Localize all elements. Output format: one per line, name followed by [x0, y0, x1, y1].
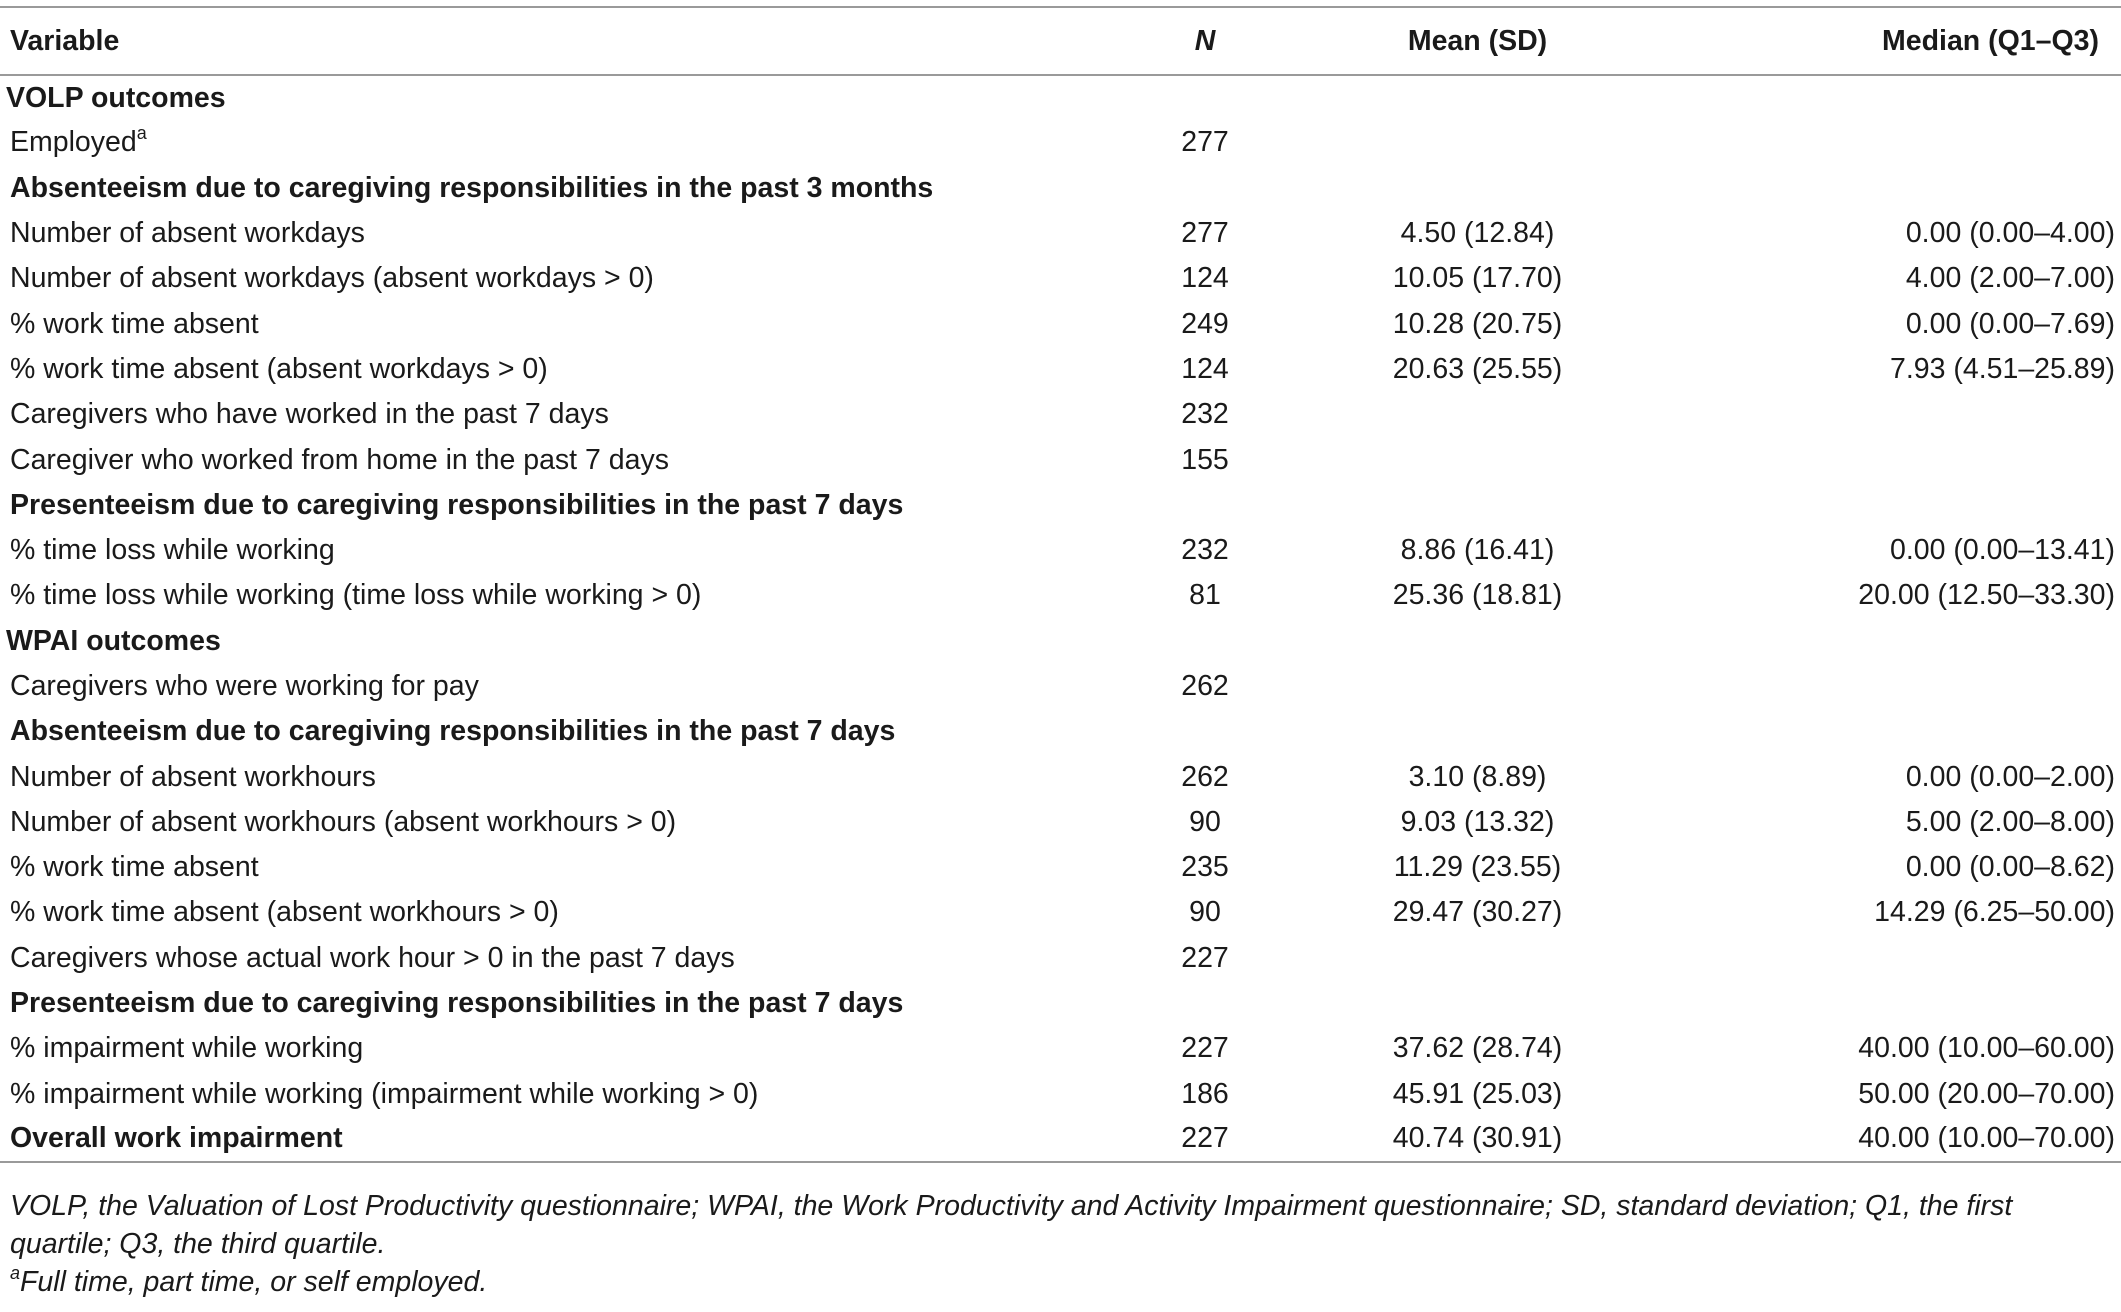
cell-n-text: 249: [1181, 307, 1229, 340]
cell-median-iqr: [1630, 211, 2121, 256]
cell-median-iqr: [1630, 256, 2121, 301]
cell-median-iqr: [1630, 392, 2121, 437]
cell-n: [1085, 709, 1325, 754]
cell-variable-text: % impairment while working (impairment while working > 0): [10, 1077, 759, 1110]
cell-n-text: 262: [1181, 670, 1229, 702]
cell-variable: [0, 709, 1085, 754]
header-row: [0, 7, 2121, 75]
cell-mean-sd: [1325, 347, 1630, 392]
table-row: [0, 437, 2121, 482]
cell-median-iqr: [1630, 754, 2121, 799]
cell-mean-sd: [1325, 1117, 1630, 1162]
cell-mean-sd: [1325, 75, 1630, 120]
cell-variable: [0, 437, 1085, 482]
cell-mean-sd-text: 3.10 (8.89): [1408, 760, 1547, 793]
cell-variable: [0, 664, 1085, 709]
cell-n: [1085, 1072, 1325, 1117]
cell-variable: [0, 890, 1085, 935]
cell-median-iqr: [1630, 664, 2121, 709]
table-notes: [10, 1187, 2115, 1301]
cell-median-iqr: [1630, 301, 2121, 346]
cell-variable-text: Presenteeism due to caregiving responsibilities in the past 7 days: [10, 987, 904, 1020]
cell-variable: [0, 256, 1085, 301]
cell-variable: [0, 211, 1085, 256]
table-row: [0, 1072, 2121, 1117]
cell-mean-sd: [1325, 619, 1630, 664]
cell-mean-sd: [1325, 483, 1630, 528]
cell-mean-sd-text: 11.29 (23.55): [1393, 851, 1562, 884]
table-row: [0, 845, 2121, 890]
cell-mean-sd: [1325, 573, 1630, 618]
cell-n: [1085, 437, 1325, 482]
cell-variable-text: Caregivers who were working for pay: [10, 670, 479, 702]
cell-median-iqr-text: 0.00 (0.00–8.62): [1905, 851, 2115, 884]
cell-mean-sd: [1325, 301, 1630, 346]
table-row: [0, 890, 2121, 935]
cell-n-text: 262: [1181, 760, 1229, 793]
cell-variable: [0, 1026, 1085, 1071]
subheading-row: [0, 981, 2121, 1026]
cell-n: [1085, 166, 1325, 211]
cell-median-iqr: [1630, 437, 2121, 482]
cell-n: [1085, 528, 1325, 573]
cell-n: [1085, 754, 1325, 799]
cell-median-iqr: [1630, 981, 2121, 1026]
cell-n: [1085, 301, 1325, 346]
cell-variable-text: Absenteeism due to caregiving responsibilities in the past 3 months: [10, 171, 934, 204]
cell-variable-text: WPAI outcomes: [6, 624, 221, 657]
cell-median-iqr: [1630, 483, 2121, 528]
cell-mean-sd-text: 9.03 (13.32): [1400, 805, 1555, 838]
subheading-row: [0, 709, 2121, 754]
cell-n: [1085, 120, 1325, 165]
cell-variable-text: % time loss while working: [10, 534, 335, 567]
table-row: [0, 347, 2121, 392]
table-row: [0, 120, 2121, 165]
cell-variable: [0, 528, 1085, 573]
cell-median-iqr: [1630, 619, 2121, 664]
header-mean-sd: Mean (SD): [1325, 7, 1630, 75]
cell-variable-text: Overall work impairment: [10, 1122, 343, 1155]
cell-median-iqr-text: 20.00 (12.50–33.30): [1858, 579, 2115, 612]
cell-variable-text: Caregivers who have worked in the past 7 days: [10, 398, 609, 431]
cell-mean-sd: [1325, 981, 1630, 1026]
table-row: [0, 936, 2121, 981]
table-row: [0, 392, 2121, 437]
cell-mean-sd-text: 8.86 (16.41): [1400, 534, 1555, 567]
cell-variable-text: Presenteeism due to caregiving responsibilities in the past 7 days: [10, 488, 904, 521]
cell-median-iqr: [1630, 120, 2121, 165]
cell-variable: [0, 981, 1085, 1026]
table-row: [0, 664, 2121, 709]
cell-mean-sd: [1325, 890, 1630, 935]
footnote-marker: a: [136, 123, 147, 144]
header-median-iqr: Median (Q1–Q3): [1630, 7, 2121, 75]
cell-n: [1085, 573, 1325, 618]
cell-variable-text: % work time absent (absent workhours > 0): [10, 896, 559, 929]
table-row: [0, 573, 2121, 618]
table-body: [0, 75, 2121, 1162]
cell-variable: [0, 347, 1085, 392]
cell-n: [1085, 936, 1325, 981]
cell-n: [1085, 75, 1325, 120]
abbreviations-note: VOLP, the Valuation of Lost Productivity questionnaire; WPAI, the Work Productivity and Activity Impairment questionnaire; SD, standard deviation; Q1, the first quartile; Q3, the third quartile.: [10, 1190, 2013, 1260]
cell-n-text: 277: [1181, 217, 1229, 250]
cell-n: [1085, 1026, 1325, 1071]
cell-n: [1085, 981, 1325, 1026]
cell-variable-text: Number of absent workhours: [10, 760, 376, 793]
cell-mean-sd: [1325, 120, 1630, 165]
cell-median-iqr: [1630, 800, 2121, 845]
cell-n: [1085, 890, 1325, 935]
cell-median-iqr-text: 0.00 (0.00–7.69): [1905, 307, 2115, 340]
cell-variable-text: Number of absent workdays: [10, 217, 365, 250]
cell-median-iqr-text: 4.00 (2.00–7.00): [1905, 262, 2115, 295]
cell-n: [1085, 800, 1325, 845]
cell-variable: [0, 800, 1085, 845]
table-row: [0, 256, 2121, 301]
cell-n-text: 277: [1181, 126, 1229, 159]
cell-variable-text: Absenteeism due to caregiving responsibilities in the past 7 days: [10, 715, 896, 748]
cell-n-text: 81: [1189, 579, 1221, 612]
cell-variable: [0, 301, 1085, 346]
cell-mean-sd: [1325, 211, 1630, 256]
table-row: [0, 1026, 2121, 1071]
footnote-text: Full time, part time, or self employed.: [20, 1266, 488, 1298]
cell-n-text: 232: [1181, 534, 1229, 567]
cell-variable: [0, 573, 1085, 618]
cell-mean-sd-text: 10.28 (20.75): [1392, 307, 1563, 340]
cell-variable: [0, 754, 1085, 799]
cell-n-text: 124: [1181, 262, 1229, 295]
cell-variable-text: Caregiver who worked from home in the past 7 days: [10, 443, 669, 476]
cell-variable-text: Caregivers whose actual work hour > 0 in the past 7 days: [10, 941, 735, 974]
header-n: N: [1085, 7, 1325, 75]
cell-mean-sd: [1325, 754, 1630, 799]
cell-median-iqr: [1630, 936, 2121, 981]
cell-mean-sd-text: 25.36 (18.81): [1392, 579, 1563, 612]
cell-variable: [0, 845, 1085, 890]
cell-median-iqr: [1630, 573, 2121, 618]
cell-mean-sd-text: 45.91 (25.03): [1392, 1077, 1563, 1110]
cell-mean-sd: [1325, 1072, 1630, 1117]
cell-mean-sd: [1325, 392, 1630, 437]
cell-median-iqr: [1630, 845, 2121, 890]
cell-mean-sd-text: 10.05 (17.70): [1392, 262, 1563, 295]
cell-n-text: 235: [1181, 851, 1229, 884]
cell-variable: [0, 75, 1085, 120]
cell-variable-text: Employed: [10, 126, 137, 159]
subheading-row: [0, 166, 2121, 211]
table-row: [0, 211, 2121, 256]
cell-n-text: 227: [1181, 941, 1229, 974]
footnote-a: [10, 1263, 2115, 1301]
cell-n: [1085, 1117, 1325, 1162]
cell-median-iqr: [1630, 347, 2121, 392]
section-row: [0, 75, 2121, 120]
cell-variable-text: % time loss while working (time loss while working > 0): [10, 579, 702, 612]
cell-n-text: 155: [1181, 443, 1229, 476]
table-header: [0, 7, 2121, 75]
cell-median-iqr-text: 0.00 (0.00–4.00): [1905, 217, 2115, 250]
cell-variable: [0, 166, 1085, 211]
cell-n: [1085, 211, 1325, 256]
cell-median-iqr: [1630, 1072, 2121, 1117]
cell-mean-sd: [1325, 256, 1630, 301]
cell-n: [1085, 256, 1325, 301]
table-row: [0, 754, 2121, 799]
cell-variable-text: % impairment while working: [10, 1032, 364, 1065]
table-row: [0, 1117, 2121, 1162]
cell-variable: [0, 1117, 1085, 1162]
cell-median-iqr: [1630, 890, 2121, 935]
subheading-row: [0, 483, 2121, 528]
cell-median-iqr-text: 7.93 (4.51–25.89): [1889, 352, 2115, 385]
cell-n: [1085, 664, 1325, 709]
cell-median-iqr: [1630, 528, 2121, 573]
cell-n-text: 186: [1181, 1077, 1229, 1110]
cell-median-iqr-text: 0.00 (0.00–13.41): [1889, 534, 2115, 567]
cell-n: [1085, 347, 1325, 392]
cell-variable: [0, 619, 1085, 664]
cell-mean-sd: [1325, 709, 1630, 754]
cell-mean-sd: [1325, 166, 1630, 211]
cell-median-iqr: [1630, 1117, 2121, 1162]
cell-median-iqr-text: 50.00 (20.00–70.00): [1858, 1077, 2115, 1110]
header-variable: Variable: [0, 7, 1085, 75]
cell-variable: [0, 483, 1085, 528]
cell-median-iqr-text: 40.00 (10.00–60.00): [1858, 1032, 2115, 1065]
cell-n-text: 232: [1181, 398, 1229, 431]
section-row: [0, 619, 2121, 664]
cell-median-iqr-text: 40.00 (10.00–70.00): [1858, 1122, 2115, 1155]
cell-n: [1085, 483, 1325, 528]
cell-mean-sd: [1325, 664, 1630, 709]
cell-n: [1085, 845, 1325, 890]
cell-n-text: 90: [1189, 805, 1221, 838]
cell-median-iqr: [1630, 75, 2121, 120]
cell-mean-sd-text: 40.74 (30.91): [1392, 1122, 1563, 1155]
cell-variable-text: Number of absent workhours (absent workhours > 0): [10, 805, 677, 838]
cell-mean-sd: [1325, 437, 1630, 482]
cell-variable: [0, 392, 1085, 437]
footnote-marker: a: [10, 1263, 21, 1283]
cell-mean-sd-text: 29.47 (30.27): [1392, 896, 1563, 929]
cell-variable-text: % work time absent: [10, 851, 259, 884]
cell-median-iqr: [1630, 1026, 2121, 1071]
results-table: [0, 6, 2121, 1163]
table-row: [0, 301, 2121, 346]
cell-median-iqr-text: 5.00 (2.00–8.00): [1905, 805, 2115, 838]
cell-variable: [0, 120, 1085, 165]
cell-median-iqr: [1630, 709, 2121, 754]
cell-mean-sd: [1325, 800, 1630, 845]
cell-n-text: 227: [1181, 1122, 1229, 1155]
cell-variable: [0, 936, 1085, 981]
cell-variable-text: % work time absent (absent workdays > 0): [10, 352, 548, 385]
cell-mean-sd-text: 4.50 (12.84): [1400, 217, 1555, 250]
cell-mean-sd: [1325, 936, 1630, 981]
cell-median-iqr: [1630, 166, 2121, 211]
cell-n-text: 124: [1181, 352, 1229, 385]
cell-mean-sd: [1325, 845, 1630, 890]
cell-variable-text: % work time absent: [10, 307, 259, 340]
table-row: [0, 528, 2121, 573]
table-row: [0, 800, 2121, 845]
cell-mean-sd-text: 20.63 (25.55): [1392, 352, 1563, 385]
cell-mean-sd: [1325, 528, 1630, 573]
cell-n-text: 227: [1181, 1032, 1229, 1065]
cell-median-iqr-text: 14.29 (6.25–50.00): [1874, 896, 2115, 929]
cell-mean-sd-text: 37.62 (28.74): [1392, 1032, 1563, 1065]
cell-variable: [0, 1072, 1085, 1117]
cell-variable-text: Number of absent workdays (absent workdays > 0): [10, 262, 654, 295]
cell-n: [1085, 392, 1325, 437]
cell-n: [1085, 619, 1325, 664]
cell-n-text: 90: [1189, 896, 1221, 929]
cell-variable-text: VOLP outcomes: [6, 81, 226, 114]
cell-median-iqr-text: 0.00 (0.00–2.00): [1905, 760, 2115, 793]
cell-mean-sd: [1325, 1026, 1630, 1071]
